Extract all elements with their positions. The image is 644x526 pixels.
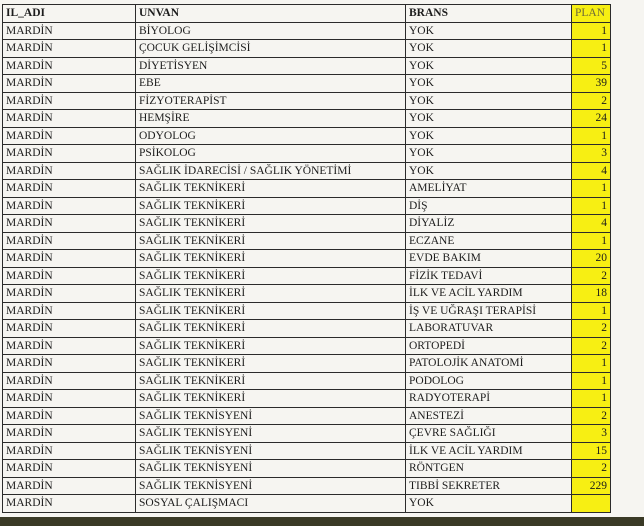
cell-il-adi: MARDİN xyxy=(3,110,136,128)
cell-unvan: SAĞLIK TEKNİKERİ xyxy=(136,180,406,198)
cell-plan: 1 xyxy=(572,232,611,250)
cell-unvan: SAĞLIK TEKNİKERİ xyxy=(136,320,406,338)
cell-unvan: SAĞLIK TEKNİSYENİ xyxy=(136,407,406,425)
cell-unvan: SAĞLIK TEKNİKERİ xyxy=(136,285,406,303)
cell-unvan: SAĞLIK TEKNİKERİ xyxy=(136,355,406,373)
cell-plan: 5 xyxy=(572,57,611,75)
cell-plan: 1 xyxy=(572,22,611,40)
cell-brans: FİZİK TEDAVİ xyxy=(406,267,572,285)
cell-il-adi: MARDİN xyxy=(3,495,136,513)
cell-unvan: SAĞLIK TEKNİKERİ xyxy=(136,250,406,268)
cell-plan: 2 xyxy=(572,407,611,425)
cell-brans: PODOLOG xyxy=(406,372,572,390)
cell-brans: İŞ VE UĞRAŞI TERAPİSİ xyxy=(406,302,572,320)
table-row xyxy=(3,145,611,163)
cell-plan: 18 xyxy=(572,285,611,303)
cell-il-adi: MARDİN xyxy=(3,460,136,478)
data-table xyxy=(2,4,611,513)
cell-brans: YOK xyxy=(406,92,572,110)
cell-brans: ORTOPEDİ xyxy=(406,337,572,355)
table-row xyxy=(3,110,611,128)
table-row xyxy=(3,442,611,460)
bottom-edge-strip xyxy=(0,517,644,526)
cell-brans: ÇEVRE SAĞLIĞI xyxy=(406,425,572,443)
cell-plan: 1 xyxy=(572,180,611,198)
cell-il-adi: MARDİN xyxy=(3,92,136,110)
cell-brans: YOK xyxy=(406,145,572,163)
cell-il-adi: MARDİN xyxy=(3,285,136,303)
cell-plan: 1 xyxy=(572,302,611,320)
cell-brans: YOK xyxy=(406,495,572,513)
cell-plan: 1 xyxy=(572,40,611,58)
cell-brans: RADYOTERAPİ xyxy=(406,390,572,408)
cell-brans: YOK xyxy=(406,162,572,180)
table-row xyxy=(3,407,611,425)
cell-unvan: ÇOCUK GELİŞİMCİSİ xyxy=(136,40,406,58)
header-unvan: UNVAN xyxy=(136,5,406,23)
table-row xyxy=(3,197,611,215)
cell-plan: 24 xyxy=(572,110,611,128)
table-row xyxy=(3,127,611,145)
table-row xyxy=(3,75,611,93)
cell-unvan: SAĞLIK TEKNİSYENİ xyxy=(136,477,406,495)
cell-il-adi: MARDİN xyxy=(3,267,136,285)
cell-brans: ECZANE xyxy=(406,232,572,250)
cell-il-adi: MARDİN xyxy=(3,302,136,320)
cell-unvan: BİYOLOG xyxy=(136,22,406,40)
cell-unvan: PSİKOLOG xyxy=(136,145,406,163)
cell-il-adi: MARDİN xyxy=(3,40,136,58)
cell-brans: YOK xyxy=(406,75,572,93)
table-row xyxy=(3,495,611,513)
table-row xyxy=(3,320,611,338)
cell-il-adi: MARDİN xyxy=(3,372,136,390)
table-row xyxy=(3,267,611,285)
table-row xyxy=(3,477,611,495)
cell-unvan: SAĞLIK TEKNİSYENİ xyxy=(136,442,406,460)
cell-brans: RÖNTGEN xyxy=(406,460,572,478)
table-row xyxy=(3,92,611,110)
cell-plan: 229 xyxy=(572,477,611,495)
table-row xyxy=(3,215,611,233)
cell-il-adi: MARDİN xyxy=(3,390,136,408)
table-row xyxy=(3,40,611,58)
cell-unvan: DİYETİSYEN xyxy=(136,57,406,75)
cell-plan: 1 xyxy=(572,355,611,373)
cell-unvan: SAĞLIK TEKNİKERİ xyxy=(136,390,406,408)
cell-unvan: SAĞLIK TEKNİKERİ xyxy=(136,302,406,320)
cell-brans: DİŞ xyxy=(406,197,572,215)
cell-plan: 3 xyxy=(572,425,611,443)
cell-unvan: SAĞLIK TEKNİSYENİ xyxy=(136,460,406,478)
cell-unvan: SAĞLIK TEKNİKERİ xyxy=(136,372,406,390)
cell-plan: 15 xyxy=(572,442,611,460)
cell-unvan: SOSYAL ÇALIŞMACI xyxy=(136,495,406,513)
cell-brans: ANESTEZİ xyxy=(406,407,572,425)
table-row xyxy=(3,285,611,303)
header-brans: BRANS xyxy=(406,5,572,23)
header-row xyxy=(3,5,611,23)
cell-unvan: FİZYOTERAPİST xyxy=(136,92,406,110)
cell-unvan: SAĞLIK TEKNİSYENİ xyxy=(136,425,406,443)
table-row xyxy=(3,180,611,198)
cell-brans: İLK VE ACİL YARDIM xyxy=(406,442,572,460)
cell-brans: YOK xyxy=(406,22,572,40)
cell-plan: 4 xyxy=(572,162,611,180)
cell-plan xyxy=(572,495,611,513)
cell-plan: 2 xyxy=(572,320,611,338)
table-row xyxy=(3,250,611,268)
cell-plan: 1 xyxy=(572,372,611,390)
cell-unvan: SAĞLIK TEKNİKERİ xyxy=(136,232,406,250)
cell-brans: YOK xyxy=(406,110,572,128)
cell-plan: 39 xyxy=(572,75,611,93)
cell-brans: YOK xyxy=(406,57,572,75)
cell-brans: EVDE BAKIM xyxy=(406,250,572,268)
table-row xyxy=(3,390,611,408)
cell-plan: 2 xyxy=(572,337,611,355)
cell-unvan: ODYOLOG xyxy=(136,127,406,145)
cell-il-adi: MARDİN xyxy=(3,162,136,180)
cell-brans: PATOLOJİK ANATOMİ xyxy=(406,355,572,373)
cell-unvan: HEMŞİRE xyxy=(136,110,406,128)
cell-il-adi: MARDİN xyxy=(3,250,136,268)
cell-unvan: SAĞLIK TEKNİKERİ xyxy=(136,215,406,233)
cell-brans: TIBBİ SEKRETER xyxy=(406,477,572,495)
cell-il-adi: MARDİN xyxy=(3,337,136,355)
cell-plan: 1 xyxy=(572,390,611,408)
table-row xyxy=(3,302,611,320)
cell-il-adi: MARDİN xyxy=(3,232,136,250)
cell-plan: 1 xyxy=(572,127,611,145)
cell-il-adi: MARDİN xyxy=(3,197,136,215)
table-row xyxy=(3,57,611,75)
cell-plan: 2 xyxy=(572,460,611,478)
cell-plan: 20 xyxy=(572,250,611,268)
cell-brans: AMELİYAT xyxy=(406,180,572,198)
table-row xyxy=(3,460,611,478)
cell-il-adi: MARDİN xyxy=(3,355,136,373)
cell-il-adi: MARDİN xyxy=(3,407,136,425)
cell-plan: 3 xyxy=(572,145,611,163)
header-il-adi: IL_ADI xyxy=(3,5,136,23)
table-row xyxy=(3,162,611,180)
cell-plan: 2 xyxy=(572,267,611,285)
cell-plan: 2 xyxy=(572,92,611,110)
header-plan: PLAN xyxy=(572,5,611,23)
cell-unvan: EBE xyxy=(136,75,406,93)
cell-plan: 4 xyxy=(572,215,611,233)
cell-il-adi: MARDİN xyxy=(3,477,136,495)
cell-unvan: SAĞLIK TEKNİKERİ xyxy=(136,337,406,355)
cell-unvan: SAĞLIK İDARECİSİ / SAĞLIK YÖNETİMİ xyxy=(136,162,406,180)
cell-il-adi: MARDİN xyxy=(3,127,136,145)
cell-il-adi: MARDİN xyxy=(3,22,136,40)
cell-il-adi: MARDİN xyxy=(3,442,136,460)
table-body xyxy=(3,22,611,512)
table-row xyxy=(3,337,611,355)
cell-brans: YOK xyxy=(406,40,572,58)
cell-brans: DİYALİZ xyxy=(406,215,572,233)
cell-il-adi: MARDİN xyxy=(3,425,136,443)
cell-brans: LABORATUVAR xyxy=(406,320,572,338)
table-row xyxy=(3,22,611,40)
cell-il-adi: MARDİN xyxy=(3,215,136,233)
cell-unvan: SAĞLIK TEKNİKERİ xyxy=(136,267,406,285)
table-row xyxy=(3,372,611,390)
table-row xyxy=(3,355,611,373)
cell-plan: 1 xyxy=(572,197,611,215)
cell-il-adi: MARDİN xyxy=(3,145,136,163)
table-row xyxy=(3,425,611,443)
cell-il-adi: MARDİN xyxy=(3,180,136,198)
cell-unvan: SAĞLIK TEKNİKERİ xyxy=(136,197,406,215)
cell-il-adi: MARDİN xyxy=(3,75,136,93)
cell-il-adi: MARDİN xyxy=(3,320,136,338)
cell-brans: YOK xyxy=(406,127,572,145)
cell-brans: İLK VE ACİL YARDIM xyxy=(406,285,572,303)
cell-il-adi: MARDİN xyxy=(3,57,136,75)
table-row xyxy=(3,232,611,250)
